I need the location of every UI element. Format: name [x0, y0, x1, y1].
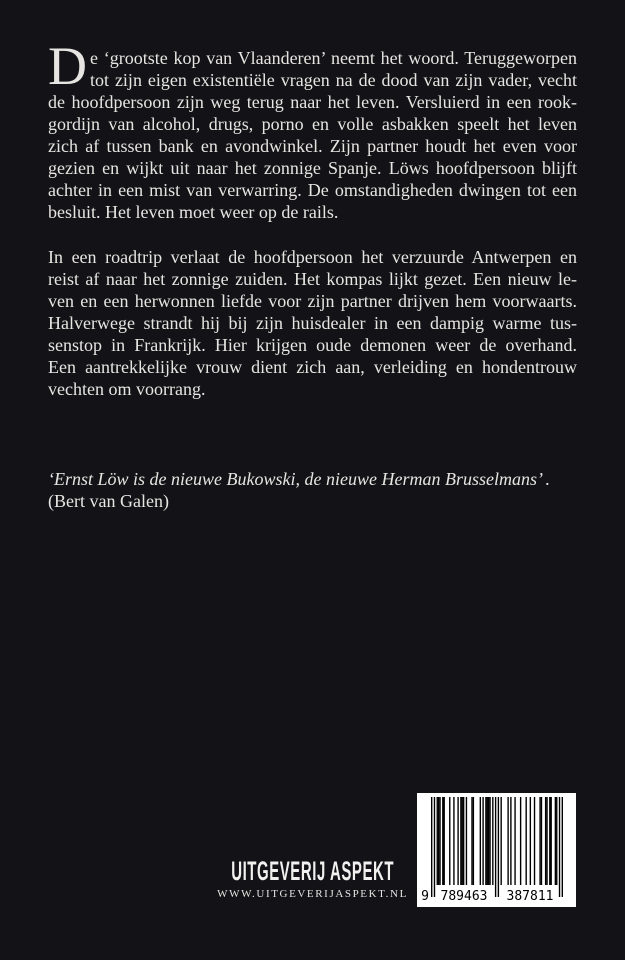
- text-line: gezien en wijkt uit naar het zonnige Spanje. Löws hoofdpersoon blijft: [48, 158, 577, 178]
- drop-cap: D: [48, 36, 87, 96]
- publisher-logo: UITGEVERIJ ASPEKT: [231, 855, 394, 887]
- review-quote: ‘Ernst Löw is de nieuwe Bukowski, de nieuwe Herman Brusselmans’ .: [48, 469, 550, 489]
- text-line: gordijn van alcohol, drugs, porno en volle asbakken speelt het leven: [48, 114, 577, 134]
- text-line: senstop in Frankrijk. Hier krijgen oude demonen weer de overhand.: [48, 335, 577, 355]
- text-line: zich af tussen bank en avondwinkel. Zijn partner houdt het even voor: [48, 136, 577, 156]
- quote-attribution: (Bert van Galen): [48, 491, 169, 511]
- text-line: reist af naar het zonnige zuiden. Het kompas lijkt gezet. Een nieuw le-: [48, 269, 577, 289]
- publisher-website: WWW.UITGEVERIJASPEKT.NL: [217, 888, 408, 900]
- isbn-barcode: [417, 793, 576, 907]
- text-line: tot zijn eigen existentiële vragen na de dood van zijn vader, vecht: [90, 70, 577, 90]
- text-line: Een aantrekkelijke vrouw dient zich aan, verleiding en hondentrouw: [48, 357, 577, 377]
- barcode-digits-right: 387811: [506, 889, 554, 904]
- text-line: vechten om voorrang.: [48, 379, 206, 399]
- text-line: In een roadtrip verlaat de hoofdpersoon het verzuurde Antwerpen en: [48, 247, 577, 267]
- text-line: besluit. Het leven moet weer op de rails.: [48, 202, 339, 222]
- paragraph-1: [48, 47, 577, 223]
- text-line: e ‘grootste kop van Vlaanderen’ neemt het woord. Teruggeworpen: [90, 48, 577, 68]
- barcode-bars: [431, 797, 563, 897]
- barcode-digit-first: 9: [421, 889, 429, 904]
- text-line: de hoofdpersoon zijn weg terug naar het leven. Versluierd in een rook-: [48, 92, 577, 112]
- text-line: achter in een mist van verwarring. De omstandigheden dwingen tot een: [48, 180, 577, 200]
- barcode-digits-left: 789463: [440, 889, 488, 904]
- paragraph-2: [48, 246, 577, 400]
- review-quote-block: [48, 468, 588, 512]
- text-line: Halverwege strandt hij bij zijn huisdealer in een dampig warme tus-: [48, 313, 577, 333]
- text-line: ven en een herwonnen liefde voor zijn partner drijven hem voorwaarts.: [48, 291, 577, 311]
